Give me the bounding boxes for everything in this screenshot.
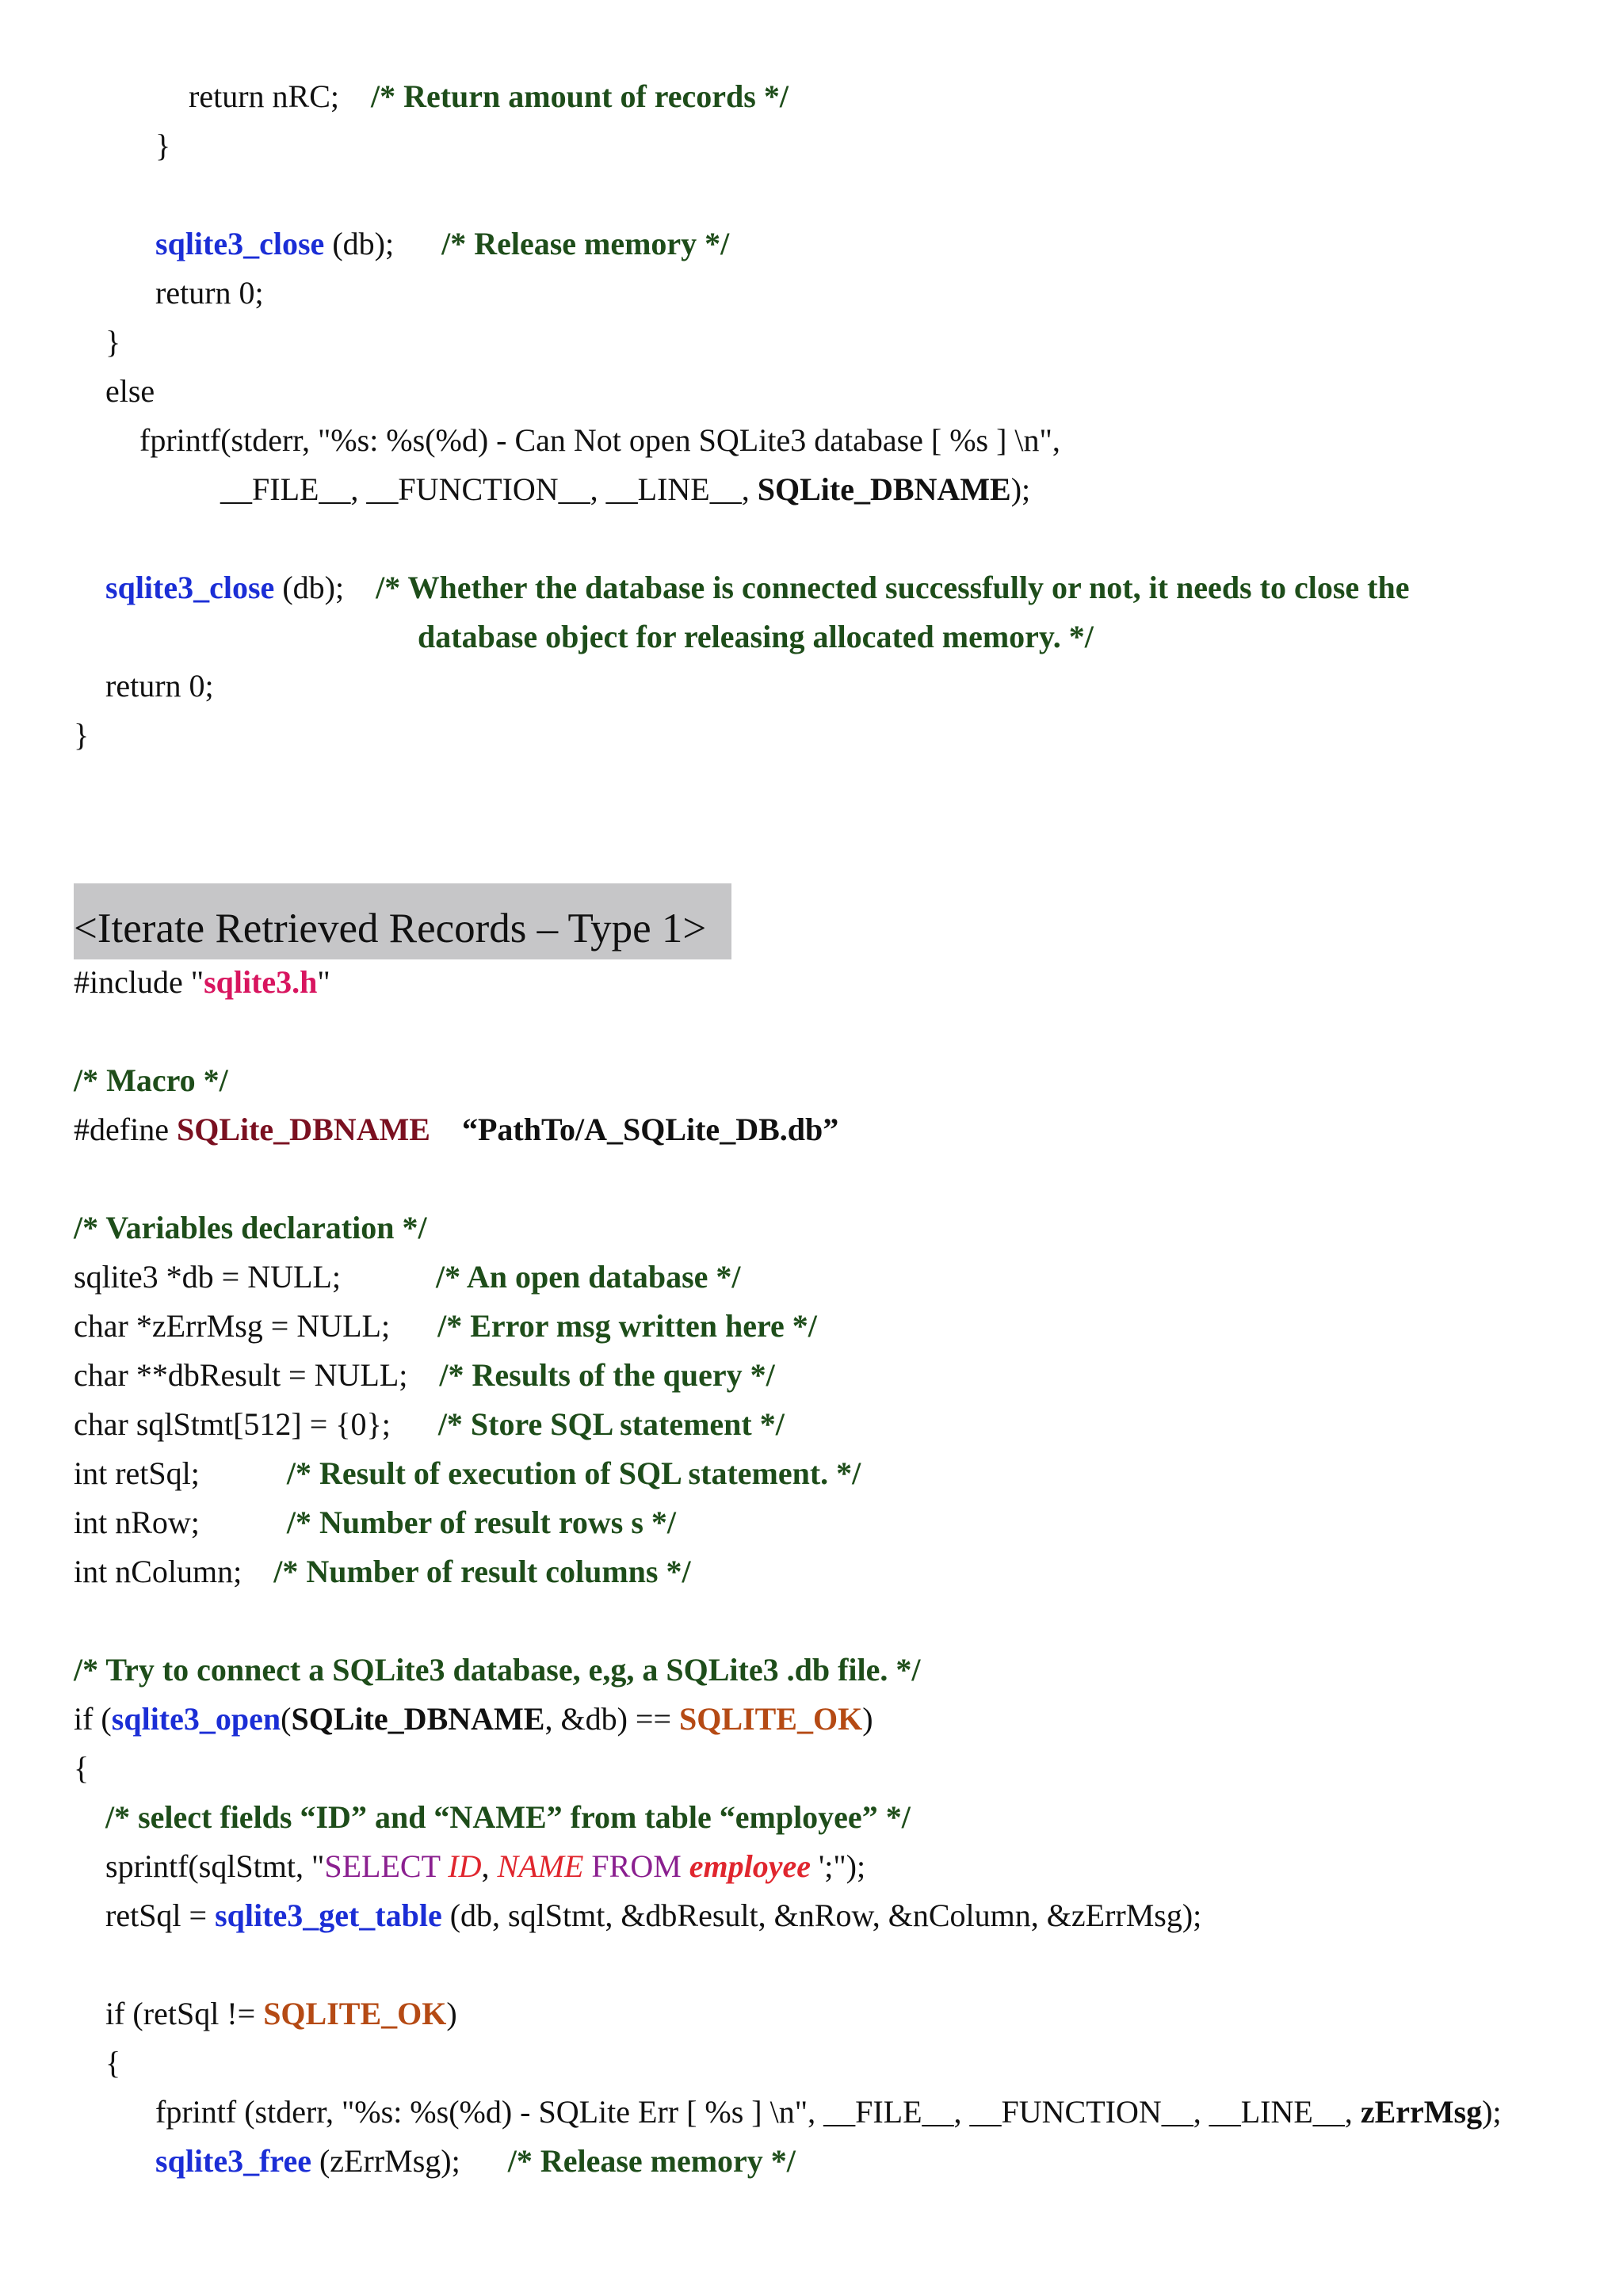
code-text: (zErrMsg);: [311, 2143, 508, 2179]
code-comment: /* Result of execution of SQL statement. */: [286, 1455, 861, 1491]
code-comment: /* Return amount of records */: [370, 78, 789, 114]
function-name: sqlite3_free: [155, 2143, 311, 2179]
code-comment: /* select fields “ID” and “NAME” from table “employee” */: [105, 1799, 911, 1835]
status-constant: SQLITE_OK: [679, 1701, 863, 1737]
code-line: [74, 1553, 691, 1591]
code-comment: /* Whether the database is connected successfully or not, it needs to close the: [376, 570, 1410, 605]
bold-identifier: SQLite_DBNAME: [291, 1701, 545, 1737]
code-text: ,: [481, 1848, 498, 1884]
code-line: [74, 1356, 775, 1394]
code-line: [105, 1848, 865, 1886]
code-text: ): [862, 1701, 873, 1737]
function-name: sqlite3_open: [111, 1701, 281, 1737]
code-comment: /* Release memory */: [441, 226, 730, 261]
code-comment: /* An open database */: [435, 1259, 741, 1295]
code-text: );: [1482, 2094, 1502, 2130]
code-line: [105, 323, 120, 361]
code-line: [74, 1258, 741, 1296]
code-text: ';");: [811, 1848, 866, 1884]
code-line: [74, 1062, 228, 1100]
code-comment: /* Number of result columns */: [273, 1554, 691, 1589]
code-line: [105, 1798, 911, 1836]
code-comment: /* Release memory */: [507, 2143, 796, 2179]
code-text: char **dbResult = NULL;: [74, 1357, 440, 1393]
code-line: [74, 1749, 89, 1787]
bold-identifier: zErrMsg: [1360, 2094, 1483, 2130]
code-text: int nRow;: [74, 1505, 287, 1540]
code-line: [105, 667, 214, 705]
code-text: return nRC;: [189, 78, 371, 114]
code-text: (db);: [274, 570, 376, 605]
code-line: [74, 1111, 838, 1149]
code-text: char *zErrMsg = NULL;: [74, 1308, 438, 1344]
sql-keyword: SELECT: [324, 1848, 449, 1884]
code-text: [430, 1112, 462, 1147]
code-line: [155, 2142, 796, 2180]
sql-field: ID: [448, 1848, 482, 1884]
code-line: [155, 225, 729, 263]
code-line: [74, 1209, 427, 1247]
code-text: );: [1010, 471, 1031, 507]
code-text: }: [105, 324, 121, 360]
code-text: fprintf (stderr, "%s: %s(%d) - SQLite Err [ %s ] \n", __FILE__, __FUNCTION__, __LINE__,: [155, 2094, 1361, 2130]
sql-table: employee: [689, 1848, 812, 1884]
code-text: int nColumn;: [74, 1554, 274, 1589]
code-line: [155, 274, 264, 312]
code-line: [74, 963, 330, 1001]
sql-field: NAME: [497, 1848, 584, 1884]
function-name: sqlite3_close: [155, 226, 325, 261]
code-comment: /* Macro */: [74, 1062, 228, 1098]
code-text: sqlite3 *db = NULL;: [74, 1259, 436, 1295]
code-line: [105, 1995, 457, 2033]
code-text: if (: [74, 1701, 112, 1737]
code-line: [220, 471, 1030, 509]
code-line: [105, 569, 1409, 607]
code-text: char sqlStmt[512] = {0};: [74, 1406, 438, 1442]
code-text: #define: [74, 1112, 177, 1147]
code-comment: /* Error msg written here */: [437, 1308, 817, 1344]
code-text: }: [155, 128, 171, 163]
code-line: [74, 1405, 785, 1444]
function-name: sqlite3_get_table: [215, 1897, 442, 1933]
macro-name: SQLite_DBNAME: [176, 1112, 430, 1147]
code-comment: /* Variables declaration */: [74, 1210, 427, 1245]
section-heading: <Iterate Retrieved Records – Type 1>: [74, 906, 707, 952]
code-line: [105, 1897, 1201, 1935]
code-text: else: [105, 373, 155, 409]
code-text: retSql =: [105, 1897, 216, 1933]
code-text: __FILE__, __FUNCTION__, __LINE__,: [220, 471, 758, 507]
code-line: [74, 1504, 676, 1542]
bold-identifier: “PathTo/A_SQLite_DB.db”: [461, 1112, 839, 1147]
code-comment: /* Number of result rows s */: [286, 1505, 677, 1540]
code-comment: database object for releasing allocated memory. */: [418, 619, 1094, 654]
code-text: fprintf(stderr, "%s: %s(%d) - Can Not open SQLite3 database [ %s ] \n",: [139, 422, 1060, 458]
code-comment: /* Store SQL statement */: [437, 1406, 785, 1442]
code-line: [105, 372, 155, 410]
code-text: ": [317, 964, 330, 1000]
code-text: return 0;: [105, 668, 214, 704]
status-constant: SQLITE_OK: [263, 1996, 447, 2031]
code-line: [105, 2044, 120, 2082]
code-line: [139, 421, 1060, 460]
code-line: [155, 127, 170, 165]
bold-identifier: SQLite_DBNAME: [757, 471, 1011, 507]
code-line: [418, 618, 1094, 656]
code-text: (db, sqlStmt, &dbResult, &nRow, &nColumn, &zErrMsg);: [441, 1897, 1202, 1933]
code-line: [74, 1307, 817, 1345]
code-text: ): [446, 1996, 457, 2031]
code-text: if (retSql !=: [105, 1996, 264, 2031]
sql-keyword: FROM: [583, 1848, 689, 1884]
function-name: sqlite3_close: [105, 570, 275, 605]
code-text: sprintf(sqlStmt, ": [105, 1848, 325, 1884]
code-line: [74, 1651, 921, 1689]
code-text: return 0;: [155, 275, 264, 311]
code-text: #include ": [74, 964, 204, 1000]
header-filename: sqlite3.h: [204, 964, 318, 1000]
code-line: [155, 2093, 1502, 2131]
code-text: (db);: [324, 226, 442, 261]
code-comment: /* Try to connect a SQLite3 database, e,g, a SQLite3 .db file. */: [74, 1652, 921, 1688]
code-line: [74, 716, 89, 754]
code-line: [74, 1455, 861, 1493]
code-text: (: [281, 1701, 292, 1737]
code-text: {: [105, 2045, 121, 2081]
code-line: [189, 78, 789, 116]
code-line: [74, 1700, 873, 1738]
code-text: int retSql;: [74, 1455, 287, 1491]
code-text: {: [74, 1750, 90, 1786]
code-text: }: [74, 717, 90, 753]
code-comment: /* Results of the query */: [439, 1357, 775, 1393]
code-text: , &db) ==: [544, 1701, 680, 1737]
